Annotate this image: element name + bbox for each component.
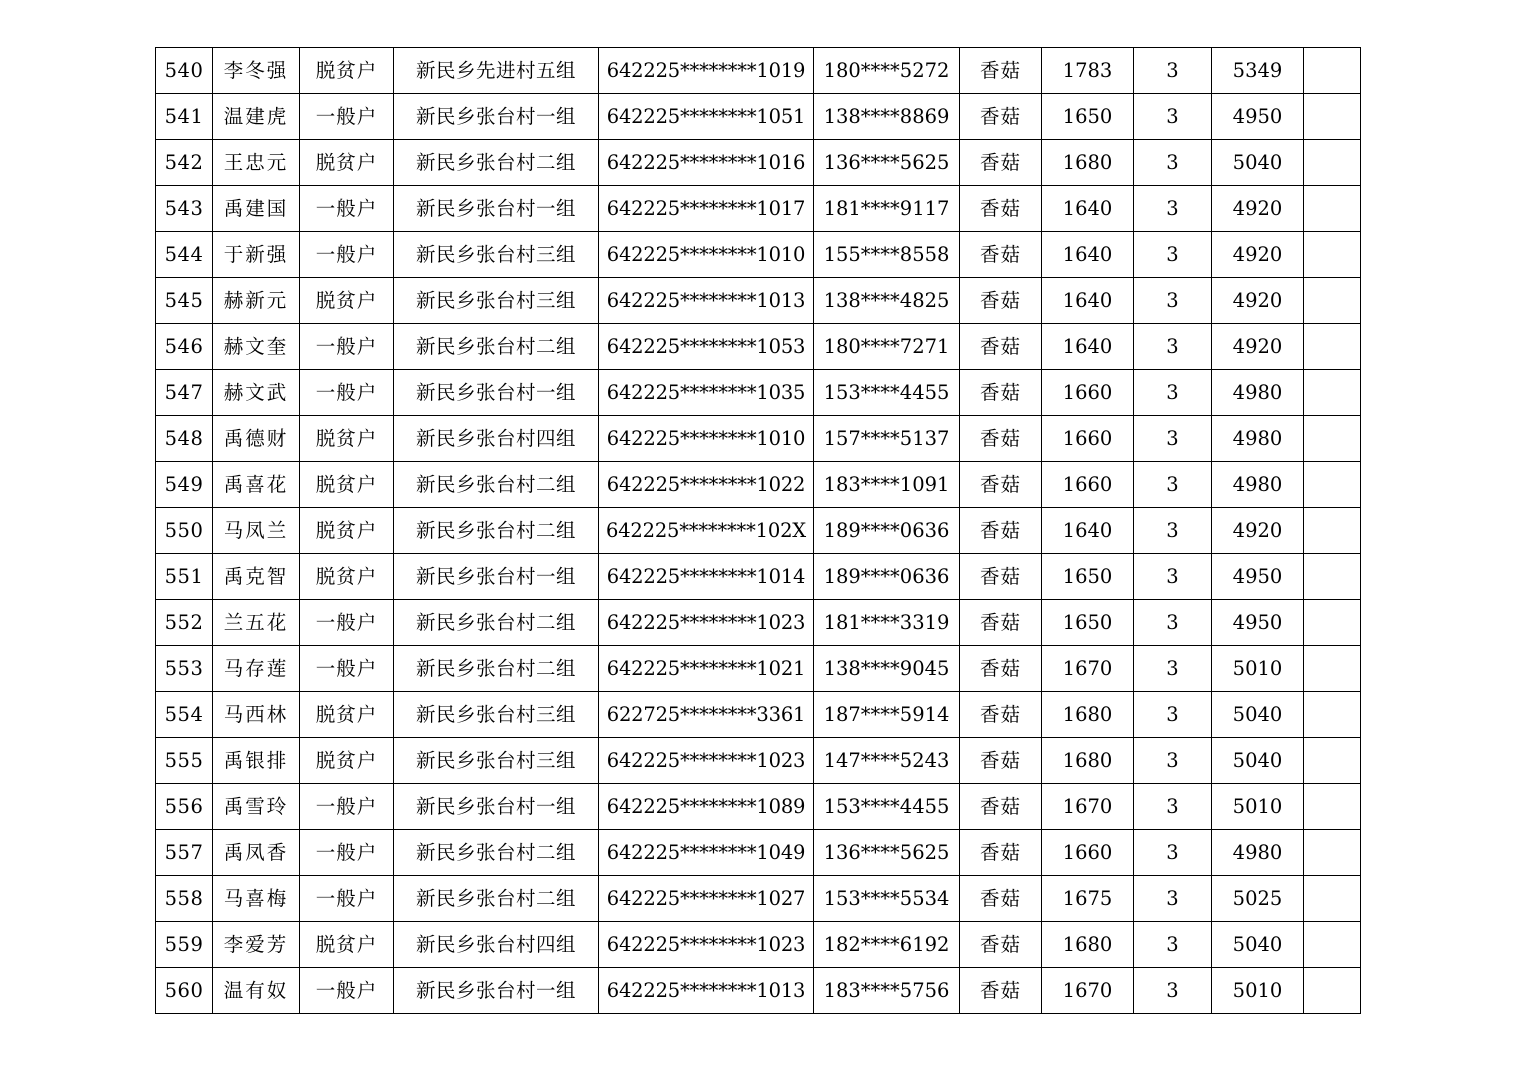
cell-sequence: 540 bbox=[156, 48, 213, 94]
cell-amount: 5040 bbox=[1212, 140, 1304, 186]
cell-name: 温有奴 bbox=[213, 968, 300, 1014]
cell-sequence: 547 bbox=[156, 370, 213, 416]
cell-quantity: 1640 bbox=[1042, 508, 1134, 554]
cell-signature bbox=[1304, 186, 1361, 232]
cell-unit-price: 3 bbox=[1134, 140, 1212, 186]
cell-household-type: 一般户 bbox=[300, 830, 394, 876]
cell-id-number: 642225********1019 bbox=[599, 48, 814, 94]
cell-id-number: 642225********1014 bbox=[599, 554, 814, 600]
cell-household-type: 一般户 bbox=[300, 94, 394, 140]
cell-quantity: 1680 bbox=[1042, 922, 1134, 968]
cell-address: 新民乡张台村一组 bbox=[394, 554, 599, 600]
cell-crop: 香菇 bbox=[960, 692, 1042, 738]
cell-crop: 香菇 bbox=[960, 600, 1042, 646]
cell-name: 李爱芳 bbox=[213, 922, 300, 968]
cell-quantity: 1680 bbox=[1042, 692, 1134, 738]
table-row bbox=[156, 784, 1361, 830]
table-row bbox=[156, 508, 1361, 554]
cell-id-number: 642225********1017 bbox=[599, 186, 814, 232]
cell-household-type: 一般户 bbox=[300, 784, 394, 830]
cell-address: 新民乡张台村三组 bbox=[394, 692, 599, 738]
cell-signature bbox=[1304, 738, 1361, 784]
cell-signature bbox=[1304, 324, 1361, 370]
table-row bbox=[156, 324, 1361, 370]
cell-phone: 181****3319 bbox=[814, 600, 960, 646]
cell-quantity: 1670 bbox=[1042, 784, 1134, 830]
cell-signature bbox=[1304, 232, 1361, 278]
cell-phone: 138****8869 bbox=[814, 94, 960, 140]
cell-unit-price: 3 bbox=[1134, 830, 1212, 876]
cell-address: 新民乡张台村一组 bbox=[394, 370, 599, 416]
table-row bbox=[156, 278, 1361, 324]
cell-phone: 136****5625 bbox=[814, 140, 960, 186]
cell-id-number: 642225********1023 bbox=[599, 600, 814, 646]
cell-sequence: 543 bbox=[156, 186, 213, 232]
cell-unit-price: 3 bbox=[1134, 278, 1212, 324]
cell-sequence: 558 bbox=[156, 876, 213, 922]
cell-address: 新民乡张台村三组 bbox=[394, 738, 599, 784]
cell-unit-price: 3 bbox=[1134, 48, 1212, 94]
cell-crop: 香菇 bbox=[960, 508, 1042, 554]
cell-phone: 187****5914 bbox=[814, 692, 960, 738]
cell-crop: 香菇 bbox=[960, 278, 1042, 324]
table-row bbox=[156, 738, 1361, 784]
cell-name: 禹克智 bbox=[213, 554, 300, 600]
cell-amount: 4980 bbox=[1212, 830, 1304, 876]
cell-amount: 4980 bbox=[1212, 416, 1304, 462]
cell-quantity: 1670 bbox=[1042, 646, 1134, 692]
cell-signature bbox=[1304, 48, 1361, 94]
cell-signature bbox=[1304, 554, 1361, 600]
cell-household-type: 一般户 bbox=[300, 876, 394, 922]
cell-name: 禹喜花 bbox=[213, 462, 300, 508]
cell-crop: 香菇 bbox=[960, 370, 1042, 416]
cell-amount: 4980 bbox=[1212, 462, 1304, 508]
cell-crop: 香菇 bbox=[960, 324, 1042, 370]
cell-unit-price: 3 bbox=[1134, 784, 1212, 830]
cell-phone: 153****4455 bbox=[814, 784, 960, 830]
cell-id-number: 642225********1023 bbox=[599, 922, 814, 968]
cell-id-number: 642225********1013 bbox=[599, 278, 814, 324]
cell-signature bbox=[1304, 830, 1361, 876]
cell-sequence: 559 bbox=[156, 922, 213, 968]
cell-signature bbox=[1304, 876, 1361, 922]
cell-unit-price: 3 bbox=[1134, 876, 1212, 922]
cell-household-type: 脱贫户 bbox=[300, 508, 394, 554]
cell-unit-price: 3 bbox=[1134, 370, 1212, 416]
cell-address: 新民乡张台村一组 bbox=[394, 186, 599, 232]
cell-amount: 4920 bbox=[1212, 324, 1304, 370]
cell-household-type: 脱贫户 bbox=[300, 140, 394, 186]
cell-address: 新民乡张台村二组 bbox=[394, 324, 599, 370]
cell-phone: 147****5243 bbox=[814, 738, 960, 784]
cell-name: 禹凤香 bbox=[213, 830, 300, 876]
cell-crop: 香菇 bbox=[960, 462, 1042, 508]
table-row bbox=[156, 140, 1361, 186]
cell-id-number: 642225********1023 bbox=[599, 738, 814, 784]
cell-unit-price: 3 bbox=[1134, 462, 1212, 508]
cell-amount: 4950 bbox=[1212, 600, 1304, 646]
cell-quantity: 1680 bbox=[1042, 140, 1134, 186]
cell-sequence: 553 bbox=[156, 646, 213, 692]
cell-address: 新民乡张台村二组 bbox=[394, 876, 599, 922]
cell-address: 新民乡张台村二组 bbox=[394, 600, 599, 646]
cell-address: 新民乡张台村一组 bbox=[394, 968, 599, 1014]
cell-phone: 155****8558 bbox=[814, 232, 960, 278]
cell-sequence: 544 bbox=[156, 232, 213, 278]
cell-crop: 香菇 bbox=[960, 646, 1042, 692]
cell-signature bbox=[1304, 646, 1361, 692]
cell-id-number: 642225********102X bbox=[599, 508, 814, 554]
cell-household-type: 脱贫户 bbox=[300, 738, 394, 784]
cell-crop: 香菇 bbox=[960, 968, 1042, 1014]
table-row bbox=[156, 692, 1361, 738]
cell-name: 禹雪玲 bbox=[213, 784, 300, 830]
cell-crop: 香菇 bbox=[960, 876, 1042, 922]
cell-crop: 香菇 bbox=[960, 186, 1042, 232]
cell-quantity: 1670 bbox=[1042, 968, 1134, 1014]
cell-quantity: 1660 bbox=[1042, 416, 1134, 462]
cell-quantity: 1650 bbox=[1042, 94, 1134, 140]
table-row bbox=[156, 922, 1361, 968]
table-row bbox=[156, 646, 1361, 692]
cell-name: 赫文奎 bbox=[213, 324, 300, 370]
subsidy-table-container bbox=[155, 47, 1360, 1014]
cell-household-type: 一般户 bbox=[300, 646, 394, 692]
cell-amount: 4950 bbox=[1212, 554, 1304, 600]
cell-crop: 香菇 bbox=[960, 48, 1042, 94]
cell-amount: 5010 bbox=[1212, 784, 1304, 830]
cell-household-type: 脱贫户 bbox=[300, 278, 394, 324]
cell-signature bbox=[1304, 922, 1361, 968]
cell-amount: 4920 bbox=[1212, 232, 1304, 278]
cell-name: 温建虎 bbox=[213, 94, 300, 140]
cell-name: 马西林 bbox=[213, 692, 300, 738]
cell-signature bbox=[1304, 600, 1361, 646]
cell-unit-price: 3 bbox=[1134, 554, 1212, 600]
cell-quantity: 1640 bbox=[1042, 278, 1134, 324]
cell-sequence: 551 bbox=[156, 554, 213, 600]
cell-id-number: 642225********1027 bbox=[599, 876, 814, 922]
cell-household-type: 一般户 bbox=[300, 232, 394, 278]
cell-household-type: 脱贫户 bbox=[300, 554, 394, 600]
cell-phone: 183****1091 bbox=[814, 462, 960, 508]
cell-id-number: 642225********1013 bbox=[599, 968, 814, 1014]
cell-address: 新民乡张台村二组 bbox=[394, 646, 599, 692]
cell-household-type: 脱贫户 bbox=[300, 416, 394, 462]
cell-unit-price: 3 bbox=[1134, 968, 1212, 1014]
cell-phone: 189****0636 bbox=[814, 508, 960, 554]
cell-quantity: 1660 bbox=[1042, 462, 1134, 508]
table-row bbox=[156, 876, 1361, 922]
cell-quantity: 1783 bbox=[1042, 48, 1134, 94]
cell-amount: 5010 bbox=[1212, 646, 1304, 692]
cell-phone: 180****7271 bbox=[814, 324, 960, 370]
table-row bbox=[156, 830, 1361, 876]
cell-name: 禹建国 bbox=[213, 186, 300, 232]
cell-signature bbox=[1304, 370, 1361, 416]
cell-sequence: 541 bbox=[156, 94, 213, 140]
cell-sequence: 545 bbox=[156, 278, 213, 324]
cell-sequence: 549 bbox=[156, 462, 213, 508]
cell-unit-price: 3 bbox=[1134, 692, 1212, 738]
cell-address: 新民乡张台村三组 bbox=[394, 278, 599, 324]
cell-id-number: 642225********1021 bbox=[599, 646, 814, 692]
cell-unit-price: 3 bbox=[1134, 232, 1212, 278]
cell-name: 于新强 bbox=[213, 232, 300, 278]
cell-household-type: 脱贫户 bbox=[300, 692, 394, 738]
cell-household-type: 一般户 bbox=[300, 324, 394, 370]
cell-unit-price: 3 bbox=[1134, 416, 1212, 462]
cell-phone: 157****5137 bbox=[814, 416, 960, 462]
cell-name: 赫文武 bbox=[213, 370, 300, 416]
cell-unit-price: 3 bbox=[1134, 94, 1212, 140]
cell-id-number: 642225********1022 bbox=[599, 462, 814, 508]
cell-address: 新民乡张台村二组 bbox=[394, 140, 599, 186]
cell-address: 新民乡先进村五组 bbox=[394, 48, 599, 94]
cell-unit-price: 3 bbox=[1134, 186, 1212, 232]
cell-crop: 香菇 bbox=[960, 94, 1042, 140]
cell-address: 新民乡张台村四组 bbox=[394, 922, 599, 968]
cell-id-number: 642225********1053 bbox=[599, 324, 814, 370]
cell-household-type: 一般户 bbox=[300, 968, 394, 1014]
cell-address: 新民乡张台村一组 bbox=[394, 784, 599, 830]
table-row bbox=[156, 186, 1361, 232]
table-row bbox=[156, 968, 1361, 1014]
cell-crop: 香菇 bbox=[960, 416, 1042, 462]
table-body bbox=[156, 48, 1361, 1014]
cell-unit-price: 3 bbox=[1134, 600, 1212, 646]
cell-phone: 183****5756 bbox=[814, 968, 960, 1014]
table-row bbox=[156, 600, 1361, 646]
cell-crop: 香菇 bbox=[960, 784, 1042, 830]
cell-id-number: 642225********1051 bbox=[599, 94, 814, 140]
cell-sequence: 552 bbox=[156, 600, 213, 646]
cell-name: 兰五花 bbox=[213, 600, 300, 646]
cell-name: 赫新元 bbox=[213, 278, 300, 324]
cell-phone: 153****4455 bbox=[814, 370, 960, 416]
cell-sequence: 554 bbox=[156, 692, 213, 738]
cell-signature bbox=[1304, 968, 1361, 1014]
cell-amount: 4980 bbox=[1212, 370, 1304, 416]
table-row bbox=[156, 370, 1361, 416]
cell-signature bbox=[1304, 508, 1361, 554]
cell-signature bbox=[1304, 140, 1361, 186]
cell-amount: 4920 bbox=[1212, 186, 1304, 232]
cell-phone: 138****4825 bbox=[814, 278, 960, 324]
cell-quantity: 1680 bbox=[1042, 738, 1134, 784]
subsidy-table bbox=[155, 47, 1361, 1014]
table-row bbox=[156, 48, 1361, 94]
cell-sequence: 542 bbox=[156, 140, 213, 186]
cell-id-number: 642225********1089 bbox=[599, 784, 814, 830]
cell-sequence: 560 bbox=[156, 968, 213, 1014]
cell-sequence: 550 bbox=[156, 508, 213, 554]
cell-crop: 香菇 bbox=[960, 554, 1042, 600]
cell-name: 马喜梅 bbox=[213, 876, 300, 922]
cell-address: 新民乡张台村二组 bbox=[394, 508, 599, 554]
cell-amount: 5025 bbox=[1212, 876, 1304, 922]
table-row bbox=[156, 94, 1361, 140]
cell-id-number: 642225********1035 bbox=[599, 370, 814, 416]
cell-quantity: 1675 bbox=[1042, 876, 1134, 922]
cell-sequence: 555 bbox=[156, 738, 213, 784]
cell-name: 马凤兰 bbox=[213, 508, 300, 554]
cell-unit-price: 3 bbox=[1134, 922, 1212, 968]
cell-amount: 5349 bbox=[1212, 48, 1304, 94]
cell-phone: 182****6192 bbox=[814, 922, 960, 968]
cell-id-number: 642225********1010 bbox=[599, 416, 814, 462]
cell-quantity: 1650 bbox=[1042, 600, 1134, 646]
cell-crop: 香菇 bbox=[960, 830, 1042, 876]
cell-amount: 4950 bbox=[1212, 94, 1304, 140]
cell-phone: 153****5534 bbox=[814, 876, 960, 922]
cell-signature bbox=[1304, 462, 1361, 508]
cell-address: 新民乡张台村二组 bbox=[394, 830, 599, 876]
cell-amount: 4920 bbox=[1212, 278, 1304, 324]
table-row bbox=[156, 554, 1361, 600]
cell-name: 王忠元 bbox=[213, 140, 300, 186]
cell-sequence: 546 bbox=[156, 324, 213, 370]
cell-quantity: 1640 bbox=[1042, 186, 1134, 232]
cell-crop: 香菇 bbox=[960, 922, 1042, 968]
cell-crop: 香菇 bbox=[960, 738, 1042, 784]
cell-household-type: 一般户 bbox=[300, 600, 394, 646]
cell-quantity: 1640 bbox=[1042, 232, 1134, 278]
cell-amount: 4920 bbox=[1212, 508, 1304, 554]
cell-quantity: 1660 bbox=[1042, 830, 1134, 876]
table-row bbox=[156, 462, 1361, 508]
cell-amount: 5010 bbox=[1212, 968, 1304, 1014]
cell-unit-price: 3 bbox=[1134, 738, 1212, 784]
cell-amount: 5040 bbox=[1212, 738, 1304, 784]
cell-quantity: 1640 bbox=[1042, 324, 1134, 370]
cell-household-type: 脱贫户 bbox=[300, 462, 394, 508]
cell-sequence: 556 bbox=[156, 784, 213, 830]
cell-address: 新民乡张台村三组 bbox=[394, 232, 599, 278]
cell-sequence: 557 bbox=[156, 830, 213, 876]
cell-crop: 香菇 bbox=[960, 232, 1042, 278]
cell-household-type: 一般户 bbox=[300, 186, 394, 232]
cell-signature bbox=[1304, 94, 1361, 140]
cell-crop: 香菇 bbox=[960, 140, 1042, 186]
cell-phone: 181****9117 bbox=[814, 186, 960, 232]
cell-phone: 136****5625 bbox=[814, 830, 960, 876]
cell-phone: 189****0636 bbox=[814, 554, 960, 600]
cell-unit-price: 3 bbox=[1134, 646, 1212, 692]
cell-id-number: 642225********1049 bbox=[599, 830, 814, 876]
cell-name: 禹德财 bbox=[213, 416, 300, 462]
cell-amount: 5040 bbox=[1212, 922, 1304, 968]
table-row bbox=[156, 232, 1361, 278]
cell-id-number: 622725********3361 bbox=[599, 692, 814, 738]
cell-address: 新民乡张台村二组 bbox=[394, 462, 599, 508]
cell-sequence: 548 bbox=[156, 416, 213, 462]
cell-household-type: 脱贫户 bbox=[300, 922, 394, 968]
cell-quantity: 1660 bbox=[1042, 370, 1134, 416]
cell-signature bbox=[1304, 278, 1361, 324]
cell-signature bbox=[1304, 784, 1361, 830]
cell-signature bbox=[1304, 416, 1361, 462]
cell-address: 新民乡张台村一组 bbox=[394, 94, 599, 140]
cell-unit-price: 3 bbox=[1134, 324, 1212, 370]
cell-amount: 5040 bbox=[1212, 692, 1304, 738]
cell-name: 禹银排 bbox=[213, 738, 300, 784]
cell-name: 马存莲 bbox=[213, 646, 300, 692]
table-row bbox=[156, 416, 1361, 462]
cell-id-number: 642225********1010 bbox=[599, 232, 814, 278]
cell-household-type: 一般户 bbox=[300, 370, 394, 416]
cell-household-type: 脱贫户 bbox=[300, 48, 394, 94]
cell-phone: 138****9045 bbox=[814, 646, 960, 692]
cell-phone: 180****5272 bbox=[814, 48, 960, 94]
cell-address: 新民乡张台村四组 bbox=[394, 416, 599, 462]
cell-unit-price: 3 bbox=[1134, 508, 1212, 554]
cell-name: 李冬强 bbox=[213, 48, 300, 94]
cell-quantity: 1650 bbox=[1042, 554, 1134, 600]
cell-signature bbox=[1304, 692, 1361, 738]
cell-id-number: 642225********1016 bbox=[599, 140, 814, 186]
